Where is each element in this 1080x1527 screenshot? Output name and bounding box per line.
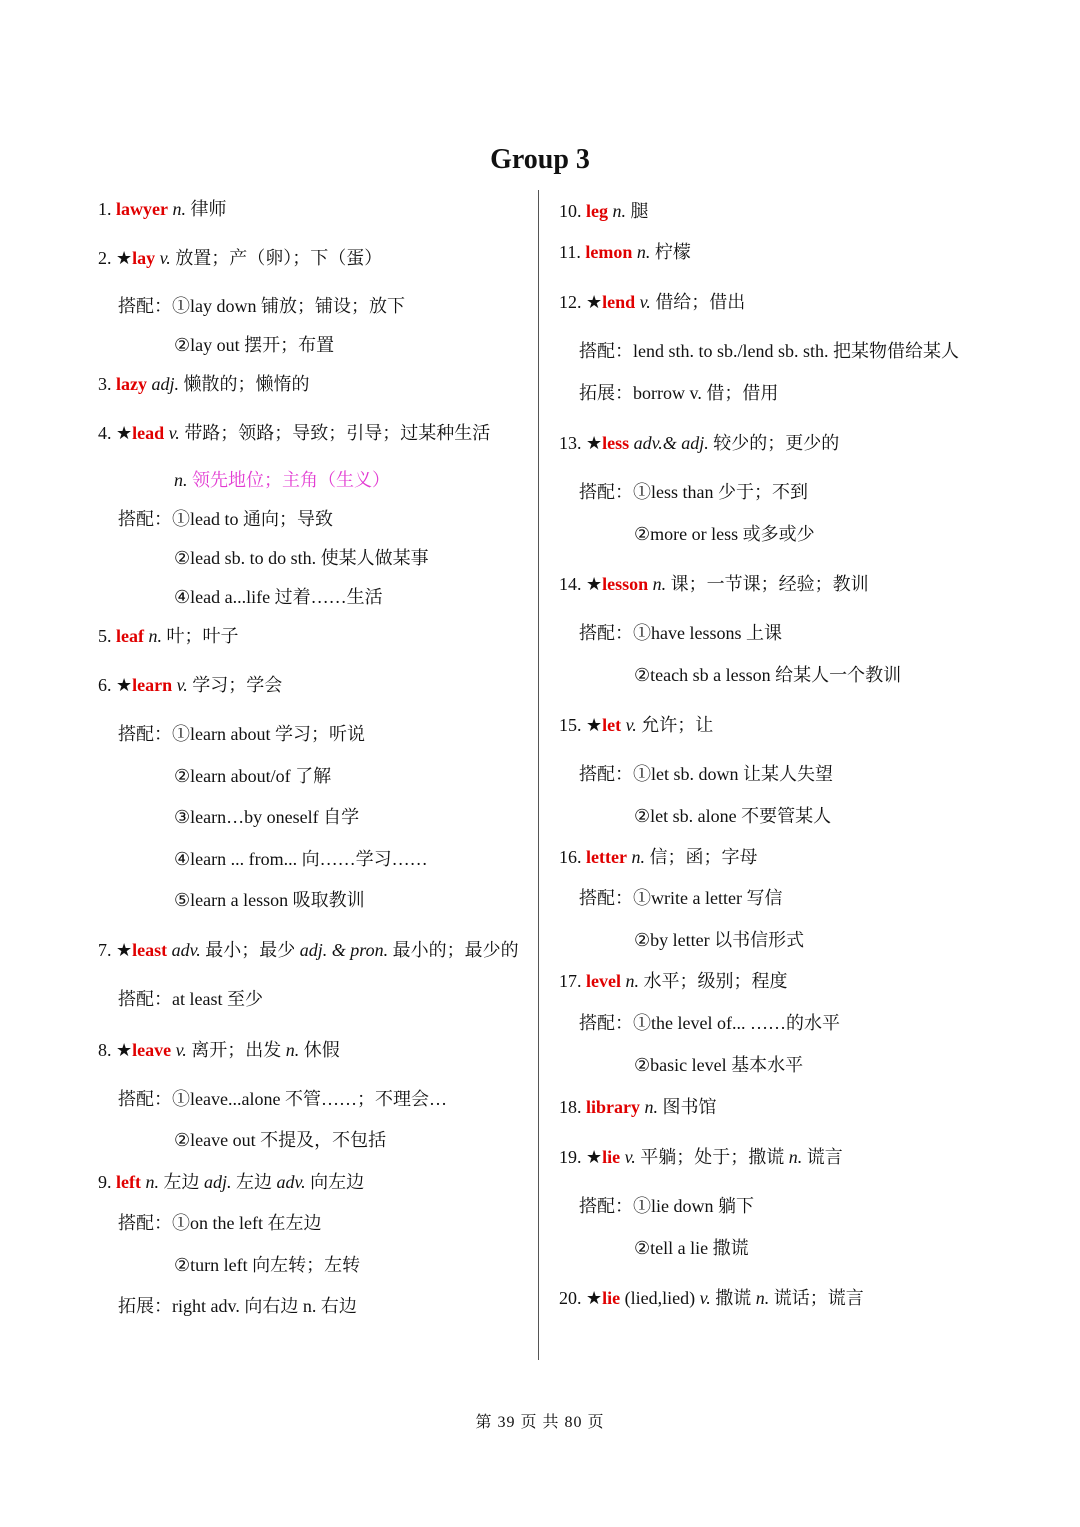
headword: lay (132, 248, 156, 268)
entry-number: 20. (559, 1288, 582, 1308)
meaning: 最小；最少 (205, 940, 296, 960)
collocation-label: 搭配： (118, 1089, 172, 1109)
meaning: 休假 (303, 1040, 340, 1060)
collocation-line (579, 1194, 754, 1218)
headword: lie (602, 1288, 621, 1308)
meaning: 柠檬 (654, 242, 691, 262)
collocation-line (634, 663, 901, 687)
meaning: 信；函；字母 (649, 847, 758, 867)
meaning: 撒谎 (715, 1288, 752, 1308)
collocation-line (174, 805, 359, 829)
entry-number: 5. (98, 626, 112, 646)
meaning: 离开；出发 (191, 1040, 282, 1060)
headword: left (116, 1172, 141, 1192)
collocation-text: ①on the left 在左边 (172, 1213, 322, 1233)
headword: leaf (116, 626, 144, 646)
entry-number: 8. (98, 1040, 112, 1060)
collocation-text: ①the level of... ……的水平 (633, 1013, 840, 1033)
entry-number: 1. (98, 199, 112, 219)
collocation-text: ①less than 少于；不到 (633, 482, 808, 502)
part-of-speech: adj. (203, 1172, 232, 1192)
vocab-entry (98, 1170, 364, 1194)
collocation-line (174, 764, 331, 788)
star-mark: ★ (116, 248, 133, 268)
headword: lead (132, 423, 165, 443)
collocation-text: right adv. 向右边 n. 右边 (172, 1296, 357, 1316)
collocation-line (634, 522, 815, 546)
meaning: 叶；叶子 (166, 626, 239, 646)
star-mark: ★ (116, 423, 133, 443)
part-of-speech: v. (625, 715, 637, 735)
headword: leg (586, 201, 608, 221)
meaning: 较少的；更少的 (713, 433, 840, 453)
part-of-speech: n. (644, 1097, 658, 1117)
collocation-label: 搭配： (118, 989, 172, 1009)
headword: lend (602, 292, 636, 312)
collocation-text: ③learn…by oneself 自学 (174, 807, 360, 827)
collocation-text: ①lead to 通向；导致 (172, 509, 333, 529)
star-mark: ★ (116, 1040, 133, 1060)
vocab-entry (559, 713, 713, 737)
collocation-label: 拓展： (118, 1296, 172, 1316)
part-of-speech: n. (148, 626, 162, 646)
collocation-label: 拓展： (579, 383, 633, 403)
extra-meaning-line (174, 468, 390, 492)
collocation-line (118, 1211, 321, 1235)
collocation-text: ②let sb. alone 不要管某人 (634, 806, 832, 826)
collocation-label: 搭配： (579, 764, 633, 784)
meaning: 向左边 (310, 1172, 365, 1192)
part-of-speech: v. (168, 423, 180, 443)
entry-number: 16. (559, 847, 582, 867)
collocation-line (118, 1087, 447, 1111)
collocation-text: ①leave...alone 不管……；不理会… (172, 1089, 447, 1109)
star-mark: ★ (586, 574, 603, 594)
collocation-text: ②tell a lie 撒谎 (634, 1238, 749, 1258)
collocation-line (174, 1253, 360, 1277)
collocation-label: 搭配： (579, 1196, 633, 1216)
entry-number: 9. (98, 1172, 112, 1192)
collocation-text: lend sth. to sb./lend sb. sth. 把某物借给某人 (633, 341, 960, 361)
star-mark: ★ (586, 715, 603, 735)
collocation-label: 搭配： (118, 1213, 172, 1233)
entry-number: 19. (559, 1147, 582, 1167)
collocation-line (174, 585, 383, 609)
star-mark: ★ (586, 292, 603, 312)
meaning: 最小的；最少的 (392, 940, 519, 960)
headword: library (586, 1097, 640, 1117)
entry-number: 11. (559, 242, 581, 262)
headword: level (586, 971, 621, 991)
meaning: 腿 (630, 201, 649, 221)
headword: learn (132, 675, 173, 695)
collocation-line (579, 1011, 840, 1035)
vocab-entry (98, 938, 519, 962)
collocation-line (118, 722, 365, 746)
part-of-speech: v. (159, 248, 171, 268)
meaning: 借给；借出 (655, 292, 746, 312)
collocation-line (579, 381, 778, 405)
star-mark: ★ (116, 675, 133, 695)
vocab-entry (559, 240, 691, 264)
collocation-text: ②lay out 摆开；布置 (174, 335, 335, 355)
collocation-line (174, 1128, 386, 1152)
vocab-entry (98, 372, 310, 396)
collocation-label: 搭配： (579, 482, 633, 502)
vocab-entry (98, 673, 282, 697)
collocation-text: at least 至少 (172, 989, 263, 1009)
meaning: 领先地位；主角（生义） (192, 470, 390, 490)
headword: leave (132, 1040, 172, 1060)
entry-number: 7. (98, 940, 112, 960)
part-of-speech: v. (624, 1147, 636, 1167)
collocation-label: 搭配： (118, 724, 172, 744)
collocation-line (634, 928, 804, 952)
meaning: 谎言 (806, 1147, 843, 1167)
part-of-speech: n. (636, 242, 651, 262)
entry-number: 15. (559, 715, 582, 735)
star-mark: ★ (586, 1147, 603, 1167)
collocation-text: ②basic level 基本水平 (634, 1055, 804, 1075)
meaning: 图书馆 (662, 1097, 717, 1117)
meaning: 学习；学会 (192, 675, 283, 695)
part-of-speech: v. (176, 675, 188, 695)
part-of-speech: n. (285, 1040, 300, 1060)
meaning: 谎话；谎言 (773, 1288, 864, 1308)
entry-number: 18. (559, 1097, 582, 1117)
collocation-text: ②leave out 不提及，不包括 (174, 1130, 387, 1150)
headword: least (132, 940, 168, 960)
collocation-text: ①have lessons 上课 (633, 623, 782, 643)
collocation-text: borrow v. 借；借用 (633, 383, 779, 403)
collocation-line (634, 804, 831, 828)
collocation-text: ①lie down 躺下 (633, 1196, 754, 1216)
collocation-text: ②turn left 向左转；左转 (174, 1255, 361, 1275)
part-of-speech: adv.& adj. (633, 433, 709, 453)
entry-number: 13. (559, 433, 582, 453)
entry-number: 12. (559, 292, 582, 312)
meaning: 懒散的；懒惰的 (183, 374, 310, 394)
entry-number: 3. (98, 374, 112, 394)
collocation-line (118, 987, 263, 1011)
vocab-entry (98, 197, 226, 221)
part-of-speech: adv. (276, 1172, 306, 1192)
collocation-text: ②by letter 以书信形式 (634, 930, 805, 950)
meaning: 课；一节课；经验；教训 (670, 574, 869, 594)
vocab-entry (559, 290, 745, 314)
part-of-speech: n. (788, 1147, 803, 1167)
collocation-text: ①lay down 铺放；铺设；放下 (172, 296, 405, 316)
headword: lawyer (116, 199, 168, 219)
collocation-line (174, 847, 428, 871)
part-of-speech: n. (172, 199, 186, 219)
entry-number: 14. (559, 574, 582, 594)
star-mark: ★ (586, 1288, 603, 1308)
collocation-text: ①write a letter 写信 (633, 888, 783, 908)
part-of-speech: n. (631, 847, 645, 867)
entry-number: 17. (559, 971, 582, 991)
vocab-entry (98, 421, 490, 445)
vocab-entry (559, 572, 869, 596)
entry-number: 10. (559, 201, 582, 221)
star-mark: ★ (586, 433, 603, 453)
vocab-entry (559, 969, 787, 993)
collocation-text: ②lead sb. to do sth. 使某人做某事 (174, 548, 429, 568)
meaning: 水平；级别；程度 (643, 971, 788, 991)
meaning: 带路；领路；导致；引导；过某种生活 (184, 423, 491, 443)
part-of-speech: v. (175, 1040, 187, 1060)
collocation-label: 搭配： (579, 341, 633, 361)
collocation-text: ①learn about 学习；听说 (172, 724, 365, 744)
collocation-text: ④learn ... from... 向……学习…… (174, 849, 428, 869)
part-of-speech: n. (145, 1172, 159, 1192)
vocab-entry (559, 199, 649, 223)
headword: letter (586, 847, 627, 867)
collocation-line (579, 339, 959, 363)
collocation-line (579, 621, 782, 645)
collocation-line (579, 762, 833, 786)
part-of-speech: adj. (151, 374, 180, 394)
collocation-text: ②more or less 或多或少 (634, 524, 815, 544)
collocation-text: ②teach sb a lesson 给某人一个教训 (634, 665, 902, 685)
headword: lie (602, 1147, 621, 1167)
column-divider (538, 190, 539, 1360)
part-of-speech: v. (639, 292, 651, 312)
vocab-entry (559, 1095, 717, 1119)
part-of-speech: n. (625, 971, 639, 991)
page-footer: 第 39 页 共 80 页 (475, 1414, 605, 1431)
meaning: 放置；产（卵）；下（蛋） (175, 248, 383, 268)
part-of-speech: adj. & pron. (299, 940, 389, 960)
collocation-line (174, 546, 429, 570)
collocation-label: 搭配： (579, 623, 633, 643)
entry-number: 2. (98, 248, 112, 268)
page-title: Group 3 (490, 144, 590, 175)
vocab-entry (98, 624, 238, 648)
headword: less (602, 433, 630, 453)
part-of-speech: n. (174, 470, 188, 490)
collocation-label: 搭配： (118, 296, 172, 316)
part-of-speech: adv. (171, 940, 201, 960)
part-of-speech: v. (699, 1288, 711, 1308)
entry-number: 6. (98, 675, 112, 695)
meaning: 左边 (236, 1172, 272, 1192)
headword: let (602, 715, 622, 735)
meaning: 左边 (163, 1172, 200, 1192)
headword: lemon (585, 242, 633, 262)
collocation-text: ①let sb. down 让某人失望 (633, 764, 833, 784)
meaning: 平躺；处于；撒谎 (640, 1147, 785, 1167)
collocation-line (118, 1294, 357, 1318)
collocation-label: 搭配： (579, 888, 633, 908)
collocation-line (174, 888, 365, 912)
vocab-entry (559, 845, 757, 869)
collocation-label: 搭配： (118, 509, 172, 529)
vocab-entry (98, 246, 382, 270)
collocation-line (634, 1053, 803, 1077)
part-of-speech: n. (652, 574, 667, 594)
vocab-entry (559, 1286, 864, 1310)
part-of-speech: n. (755, 1288, 770, 1308)
part-of-speech: n. (612, 201, 626, 221)
meaning: 律师 (190, 199, 227, 219)
vocab-entry (98, 1038, 340, 1062)
collocation-line (579, 886, 782, 910)
headword: lazy (116, 374, 147, 394)
vocab-entry (559, 431, 839, 455)
entry-number: 4. (98, 423, 112, 443)
star-mark: ★ (116, 940, 133, 960)
headword: lesson (602, 574, 649, 594)
collocation-line (174, 333, 334, 357)
collocation-text: ②learn about/of 了解 (174, 766, 332, 786)
collocation-label: 搭配： (579, 1013, 633, 1033)
meaning: 允许；让 (641, 715, 714, 735)
word-forms: (lied,lied) (624, 1288, 696, 1308)
collocation-line (579, 480, 808, 504)
collocation-text: ④lead a...life 过着……生活 (174, 587, 383, 607)
collocation-line (634, 1236, 749, 1260)
collocation-text: ⑤learn a lesson 吸取教训 (174, 890, 365, 910)
vocab-entry (559, 1145, 843, 1169)
collocation-line (118, 507, 333, 531)
collocation-line (118, 294, 405, 318)
